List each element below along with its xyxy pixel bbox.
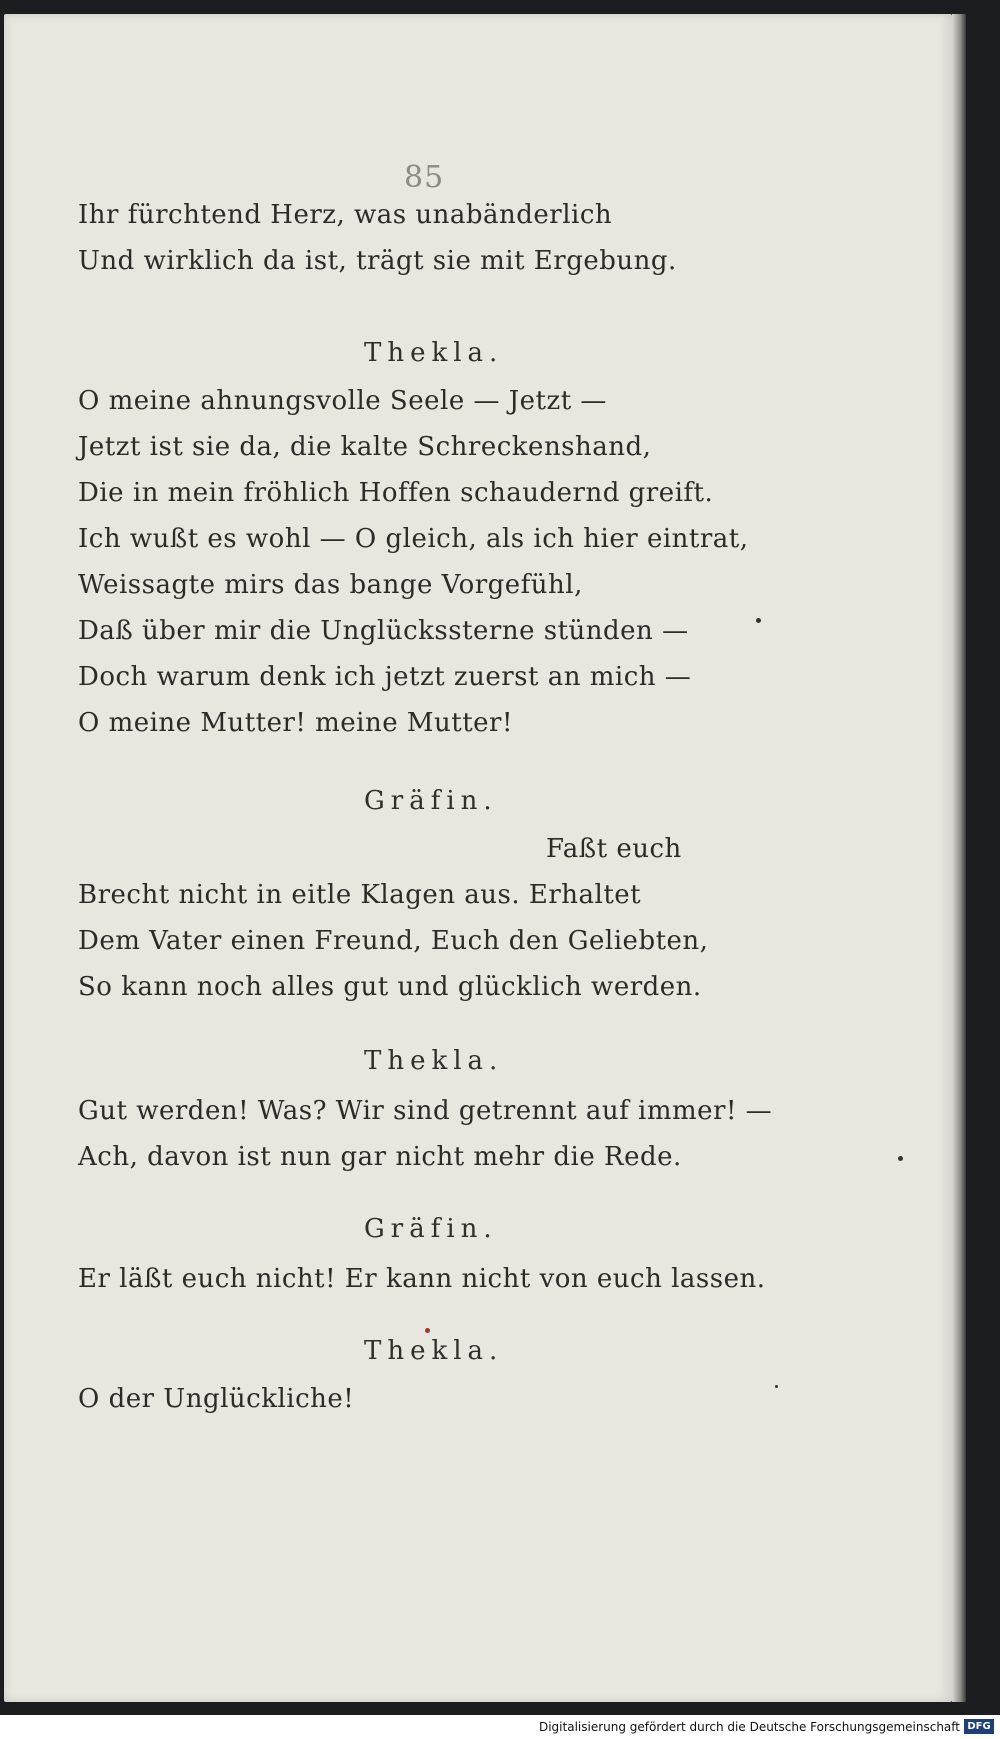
verse-line: O der Unglückliche!: [78, 1384, 355, 1414]
speaker-heading: Gräfin.: [364, 1214, 498, 1244]
paper-speck: [775, 1385, 778, 1388]
verse-line: Brecht nicht in eitle Klagen aus. Erhaltet: [78, 880, 642, 910]
verse-line: Die in mein fröhlich Hoffen schaudernd greift.: [78, 478, 714, 508]
page-number: 85: [404, 160, 445, 195]
verse-line: O meine ahnungsvolle Seele — Jetzt —: [78, 386, 607, 416]
verse-line: Ich wußt es wohl — O gleich, als ich hier eintrat,: [78, 524, 749, 554]
verse-line: Jetzt ist sie da, die kalte Schreckenshand,: [78, 432, 652, 462]
verse-line: Faßt euch: [546, 834, 682, 864]
verse-line: Ach, davon ist nun gar nicht mehr die Rede.: [78, 1142, 682, 1172]
verse-line: Und wirklich da ist, trägt sie mit Ergebung.: [78, 246, 677, 276]
paper-speck: [898, 1156, 903, 1161]
verse-line: Dem Vater einen Freund, Euch den Geliebten,: [78, 926, 709, 956]
page-edge: [952, 14, 966, 1702]
verse-line: Ihr fürchtend Herz, was unabänderlich: [78, 200, 613, 230]
verse-line: Doch warum denk ich jetzt zuerst an mich —: [78, 662, 692, 692]
verse-line: So kann noch alles gut und glücklich werden.: [78, 972, 702, 1002]
verse-line: Gut werden! Was? Wir sind getrennt auf immer! —: [78, 1096, 773, 1126]
speaker-heading: Thekla.: [364, 1336, 504, 1366]
footer-bar: [0, 1716, 1000, 1739]
verse-line: O meine Mutter! meine Mutter!: [78, 708, 513, 738]
verse-line: Weissagte mirs das bange Vorgefühl,: [78, 570, 583, 600]
verse-line: Daß über mir die Unglückssterne stünden —: [78, 616, 689, 646]
paper-speck: [425, 1328, 430, 1333]
speaker-heading: Thekla.: [364, 1046, 504, 1076]
dfg-logo: DFG: [964, 1719, 994, 1734]
funding-credit: Digitalisierung gefördert durch die Deutsche Forschungsgemeinschaft: [538, 1720, 960, 1734]
paper-speck: [756, 618, 761, 623]
speaker-heading: Thekla.: [364, 338, 504, 368]
speaker-heading: Gräfin.: [364, 786, 498, 816]
verse-line: Er läßt euch nicht! Er kann nicht von euch lassen.: [78, 1264, 766, 1294]
